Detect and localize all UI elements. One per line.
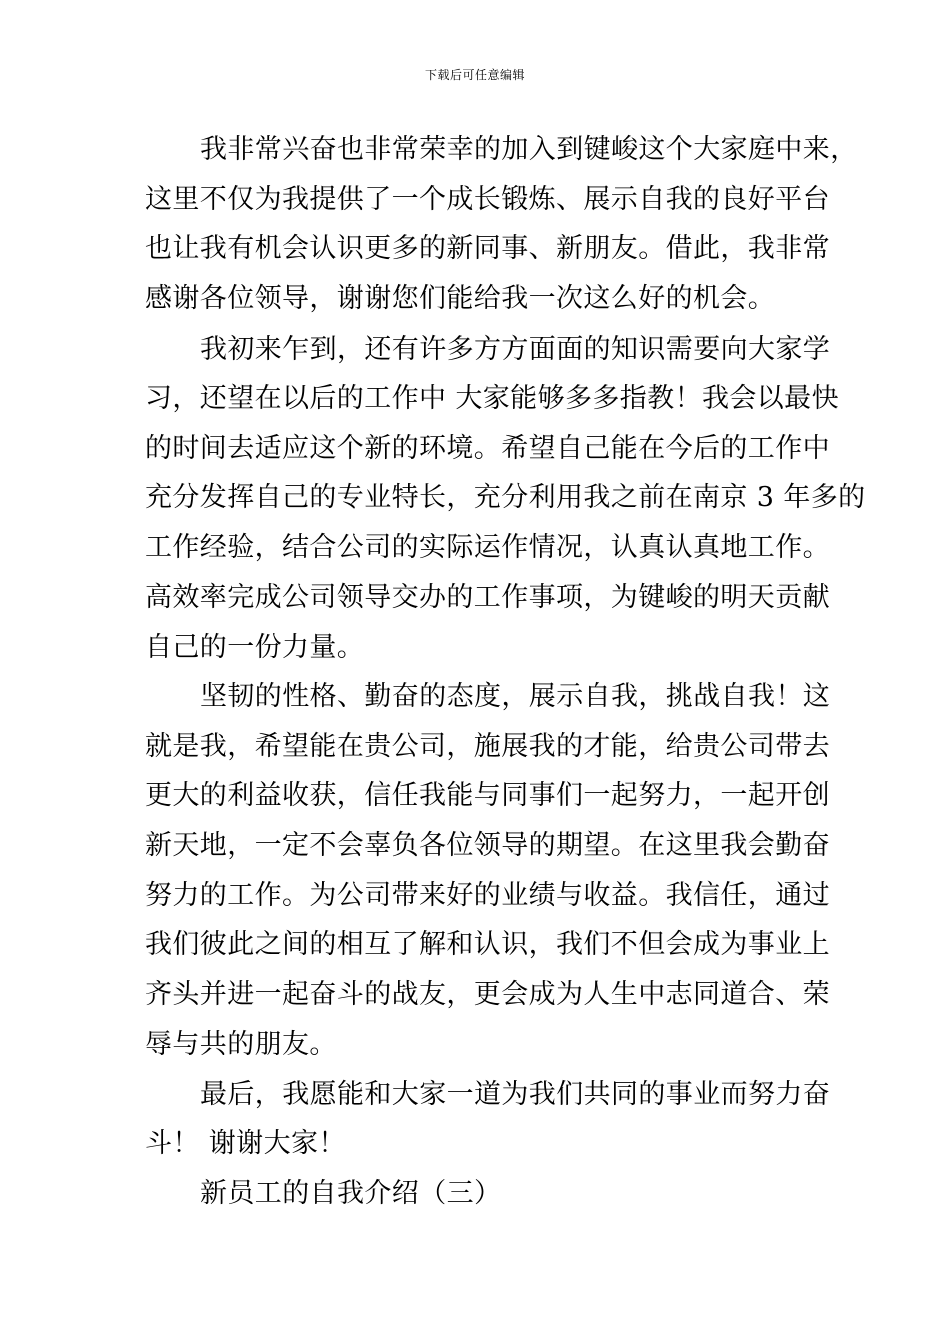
paragraph-line: 新天地，一定不会辜负各位领导的期望。在这里我会勤奋 [145, 830, 830, 861]
paragraph-line: 辱与共的朋友。 [145, 1029, 337, 1060]
section-heading: 新员工的自我介绍（三） [200, 1178, 502, 1209]
paragraph-line: 这里不仅为我提供了一个成长锻炼、展示自我的良好平台 [145, 184, 830, 215]
paragraph-line: 高效率完成公司领导交办的工作事项，为键峻的明天贡献 [145, 582, 830, 613]
paragraph-line: 齐头并进一起奋斗的战友，更会成为人生中志同道合、荣 [145, 979, 830, 1010]
header-note: 下载后可任意编辑 [424, 68, 525, 82]
paragraph-line: 习，还望在以后的工作中 大家能够多多指教！我会以最快 [145, 383, 839, 414]
paragraph-line: 我非常兴奋也非常荣幸的加入到键峻这个大家庭中来， [200, 134, 858, 165]
paragraph-line: 感谢各位领导，谢谢您们能给我一次这么好的机会。 [145, 283, 776, 314]
paragraph-line: 坚韧的性格、勤奋的态度，展示自我，挑战自我！这 [200, 681, 831, 712]
paragraph-line: 我初来乍到，还有许多方方面面的知识需要向大家学 [200, 334, 831, 365]
paragraph-line: 斗！ 谢谢大家！ [145, 1128, 346, 1159]
paragraph-line: 也让我有机会认识更多的新同事、新朋友。借此，我非常 [145, 233, 830, 264]
paragraph-line: 工作经验，结合公司的实际运作情况，认真认真地工作。 [145, 532, 830, 563]
paragraph-line: 我们彼此之间的相互了解和认识，我们不但会成为事业上 [145, 929, 830, 960]
paragraph-line: 努力的工作。为公司带来好的业绩与收益。我信任，通过 [145, 880, 830, 911]
paragraph-line: 自己的一份力量。 [145, 632, 365, 663]
paragraph-line: 就是我，希望能在贵公司，施展我的才能，给贵公司带去 [145, 731, 830, 762]
paragraph-line: 充分发挥自己的专业特长，充分利用我之前在南京 3 年多的 [145, 482, 866, 513]
paragraph-line: 最后，我愿能和大家一道为我们共同的事业而努力奋 [200, 1079, 831, 1110]
paragraph-line: 的时间去适应这个新的环境。希望自己能在今后的工作中 [145, 433, 830, 464]
paragraph-line: 更大的利益收获，信任我能与同事们一起努力，一起开创 [145, 780, 830, 811]
